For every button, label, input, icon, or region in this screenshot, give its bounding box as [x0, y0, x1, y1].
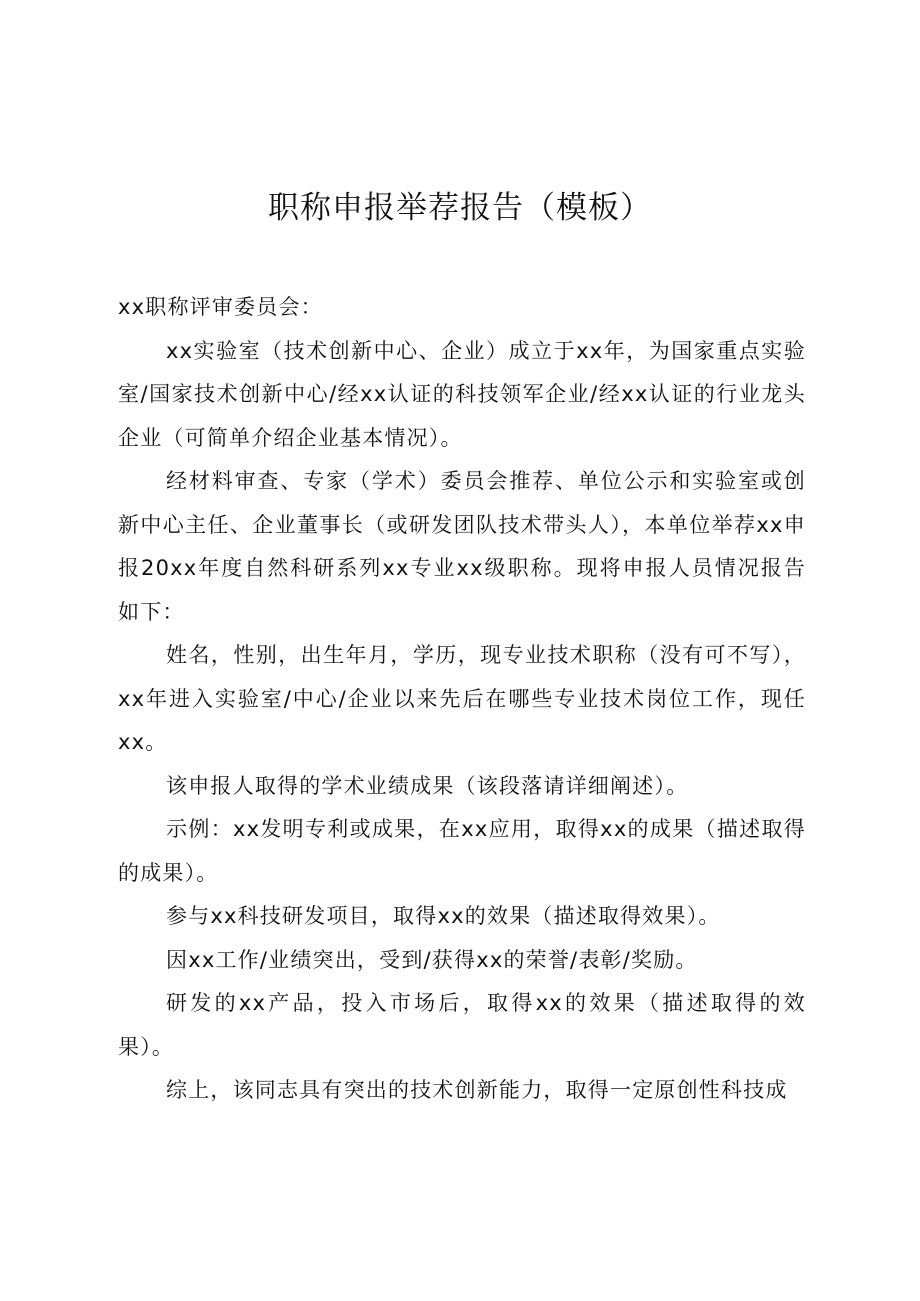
paragraph-lab-intro: xx实验室（技术创新中心、企业）成立于xx年，为国家重点实验室/国家技术创新中心/经xx认证的科技领军企业/经xx认证的行业龙头企业（可简单介绍企业基本情况）。: [118, 338, 806, 450]
document-body: [118, 286, 806, 1113]
paragraph-recommendation: 经材料审查、专家（学术）委员会推荐、单位公示和实验室或创新中心主任、企业董事长（或研发团队技术带头人），本单位举荐xx申报20xx年度自然科研系列xx专业xx级职称。现将申报人员情况报告如下：: [118, 469, 806, 624]
paragraph-project: 参与xx科技研发项目，取得xx的效果（描述取得效果）。: [166, 904, 721, 928]
paragraph-honors: 因xx工作/业绩突出，受到/获得xx的荣誉/表彰/奖励。: [166, 947, 698, 972]
paragraph-achievements: 该申报人取得的学术业绩成果（该段落请详细阐述）。: [166, 773, 689, 798]
document-title: 职称申报举荐报告（模板）: [268, 190, 652, 226]
paragraph-summary: 综上，该同志具有突出的技术创新能力，取得一定原创性科技成: [166, 1078, 788, 1102]
paragraph-example-patent: 示例：xx发明专利或成果，在xx应用，取得xx的成果（描述取得的成果）。: [118, 817, 806, 885]
salutation: xx职称评审委员会：: [118, 295, 323, 319]
paragraph-applicant-info: 姓名，性别，出生年月，学历，现专业技术职称（没有可不写），xx年进入实验室/中心/企业以来先后在哪些专业技术岗位工作，现任xx。: [118, 643, 806, 754]
paragraph-product: 研发的xx产品，投入市场后，取得xx的效果（描述取得的效果）。: [118, 991, 806, 1059]
